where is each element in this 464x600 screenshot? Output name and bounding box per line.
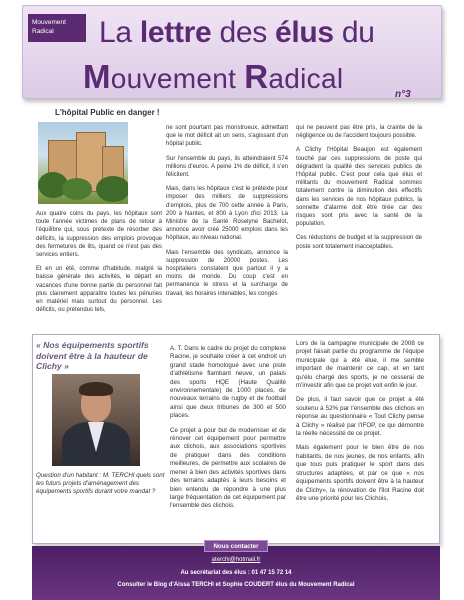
blog-line: Consulter le Blog d'Aissa TERCHI et Sophie COUDERT élus du Mouvement Radical [117, 582, 355, 588]
interview-column2: Lors de la campagne municipale de 2008 ce projet faisait partie du programme de l'équipe municipale qui a été élue, il me semble important de maintenir ce cap, et en tant qu'élu chargé des sports, je ne cesserai de m'investir afin que ce projet voit enfin le jour. De plus, il faut savoir que ce projet a été soutenu à 52% par l'ensemble des clichois en réponse au questionnaire « Tout Clichy pense à Clichy » réalisé par l'IFOP, ce qui démontre la réelle nécessité de ce projet. Mais également pour le bien être de nos habitants, de nos jeunes, de nos enfants, afin que tous puis pratiquer le sport dans des structures adaptées, et par ce que « nos équipements sportifs doivent être à la hauteur de Clichy», la rénovation de l'îlot Racine doit être une priorité pour les Clichois. [296, 340, 424, 502]
title-line1: La lettre des élus du [99, 16, 375, 49]
email-link[interactable]: aterchi@hotmail.fr [211, 557, 261, 563]
interview-quote: « Nos équipements sportifs doivent être à la hauteur de Clichy » [36, 340, 149, 371]
logo-line1: Mouvement [32, 19, 66, 26]
article1-column2: ne sont pourtant pas monstrueux, admettant que le mot déficit ait un sens, s'agissant d'un hôpital public. Sur l'ensemble du pays, ils atteindraient 574 millions d'euros. A peine 1% de déficit, il s'en félicitent. Mais, dans les hôpitaux c'est le prétexte pour imposer des milliers de suppressions d'emplois, plus de 700 cette année à Paris, 200 à Nantes, et 800 à Lyon d'ici 2013. La Ministre de la Santé Roselyne Bachelot, annonce avoir créé 25000 emplois dans les hôpitaux, au niveau national. Mais l'ensemble des syndicats, annonce la suppression de 20000 postes. Les hospitaliers constatent que partout il y a moins de monde. Du coup c'est en permanence le stress et la surcharge de travail, les horaires intenables, les congés [166, 125, 288, 297]
article1-column1: Aux quatre coins du pays, les hôpitaux sont toute l'année victimes de plans de retour à l'équilibre qui, sous prétexte de résorber des déficits, la suppression des emplois provoque des fermetures de lits, quand ce n'est pas des services entiers. Et en un été, comme d'habitude, malgré la baisse générale des activités, le départ en vacances d'une bonne partie du personnel fait plus clairement apparaître toutes les pénuries en matériel mais surtout du personnel. Les déficits, ou prétendus tels, [36, 211, 162, 314]
interview-column1: A. T. Dans le cadre du projet du complexe Racine, je souhaite créer à cet endroit un grand stade homologué avec une piste d'athlétisme flambant neuve, un palais des sports HQE (Haute Qualité environnementale) de 1000 places, de nouveaux terrains de rugby et de football ainsi que deux tribunes de 300 et 500 places. Ce projet a pour but de moderniser et de rénover cet équipement pour permettre aux clichois, aux associations sportives de pratiquer dans des conditions meilleures, de permettre aux scolaires de mener à bien des activités sportives dans des terrains adaptés à leurs besoins et bien entendu de répondre à une plus large fréquentation de cet équipement par l'ensemble des clichois. [170, 345, 286, 510]
logo-line2: Radical [32, 28, 54, 35]
masthead [22, 5, 442, 99]
contact-button[interactable]: Nous contacter [204, 540, 268, 552]
article1-column3: qui ne peuvent pas être pris, la crainte de la négligence ou de l'accident toujours possible. A Clichy l'Hôpital Beaujon est également touché par ces suppressions de poste qui dégradent la qualité des services publics de l'hôpital public. C'est pour cela que élus et militants du mouvement Radical sommes totalement contre la diminution des effectifs dans les services de nos hôpitaux publics, la sonnette d'alarme doit être tirée car des risques sont pris avec la santé de la population. Ces réductions de budget et la suppression de poste sont totalement inacceptables. [296, 125, 422, 250]
hospital-photo [38, 122, 128, 204]
party-logo [28, 14, 86, 42]
issue-number: n°3 [395, 89, 411, 100]
question-caption: Question d'un habitant : M. TERCHI quels sont les futurs projets d'aménagement des équipements sportifs durant votre mandat ? [36, 472, 165, 495]
article-headline: L'hôpital Public en danger ! [55, 108, 160, 117]
title-line2: Mouvement Radical [83, 58, 344, 95]
secretariat-phone: Au secrétariat des élus : 01 47 15 72 14 [180, 570, 292, 576]
footer [32, 543, 440, 600]
portrait-photo [52, 374, 140, 466]
